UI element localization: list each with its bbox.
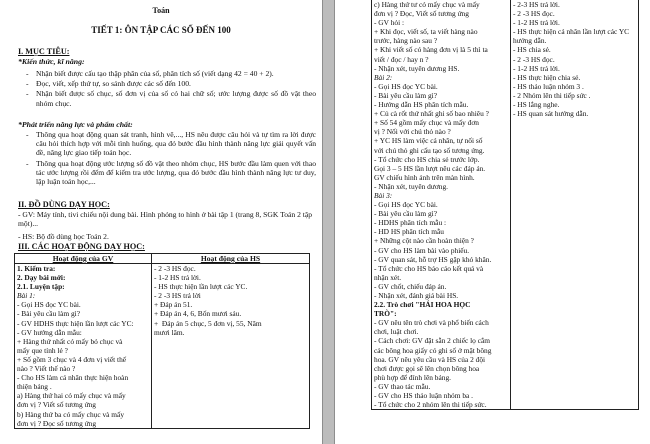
list-item: - Hướng dẫn HS phân tích mẫu.: [374, 100, 469, 110]
list-item: - 1-2 HS trả lời.: [513, 18, 560, 28]
list-item: - Thông qua hoạt động quan sát tranh, hình vẽ,..., HS nêu được câu hỏi và tự tìm ra lời được câu hỏi thích hợp với mỗi tình huống, qua đó bước đầu hình thành năng lực giải quyết vấn đề, năng lực giao tiếp toán học.: [24, 130, 316, 158]
list-item: - GV hướng dẫn mẫu:: [17, 327, 82, 337]
list-item: - GV cho HS thảo luận nhóm ba .: [374, 391, 474, 401]
list-item: 2.2. Trò chơi "HÁI HOA HỌC: [374, 300, 471, 310]
list-item: - Cách chơi: GV đặt sẵn 2 chiếc lọ cắm: [374, 336, 491, 346]
list-item: - GV thao tác mẫu.: [374, 381, 431, 391]
list-item: + Số gồm 3 chục và 4 đơn vị viết thế: [17, 354, 127, 364]
document-page-right: [334, 0, 650, 444]
column-header-hs: Hoạt động của HS: [152, 254, 310, 264]
list-item: + Hàng thứ nhất có mấy bó chục và: [17, 336, 123, 346]
list-item: nhận xét.: [374, 272, 402, 282]
list-item: - Thông qua hoạt động ước lượng số đồ vật theo nhóm chục, HS bước đầu làm quen với thao tác ước lượng rồi đếm để kiểm tra ước lượng, qua đó bước đầu hình thành năng lực tư duy, lập luận toán học,...: [24, 159, 316, 187]
list-item: - Gọi HS đọc YC bài.: [17, 300, 81, 310]
list-item: Gọi 3 – 5 HS lần lượt nêu các đáp án.: [374, 163, 486, 173]
list-item: chơi, luật chơi.: [374, 327, 419, 337]
list-item: - Cho HS làm cá nhân thực hiện hoàn: [17, 373, 129, 383]
list-item: - 2 -3 HS trả lời: [154, 291, 201, 301]
list-item: vị ? Nối với chú thỏ nào ?: [374, 127, 451, 137]
list-item: hoa. GV nêu yêu cầu và HS của 2 đội: [374, 354, 486, 364]
list-item: mấy que tính lẻ ?: [17, 345, 68, 355]
list-item: phù hợp để đính lên bảng.: [374, 372, 451, 382]
list-item: c) Hàng thứ tư có mấy chục và mấy: [374, 0, 480, 9]
list-item: + Khi đọc, viết số, ta viết hàng nào: [374, 27, 478, 37]
list-item: + Đáp án 4, 6, Bốn mươi sáu.: [154, 309, 242, 319]
list-item: - Đọc, viết, xếp thứ tự, so sánh được các số đến 100.: [24, 79, 316, 88]
list-item: với chú thỏ ghi cấu tạo số tương ứng.: [374, 145, 485, 155]
list-item: - GV chốt, chiếu đáp án.: [374, 281, 447, 291]
list-item: - HS lắng nghe.: [513, 100, 560, 110]
list-item: a) Hàng thứ hai có mấy chục và mấy: [17, 391, 126, 401]
list-item: - Bài yêu cầu làm gì?: [17, 309, 81, 319]
gv-column: [15, 264, 152, 429]
list-item: + Số 54 gồm mấy chục và mấy đơn: [374, 118, 479, 128]
list-item: TRÒ":: [374, 309, 397, 319]
subject-title: Toán: [152, 6, 170, 15]
list-item: các bông hoa giấy có ghi số ở mặt bông: [374, 345, 492, 355]
lesson-title: TIẾT 1: ÔN TẬP CÁC SỐ ĐẾN 100: [91, 25, 231, 35]
hs-column: [152, 264, 310, 429]
list-item: - GV cho HS làm bài vào phiếu.: [374, 245, 470, 255]
list-item: - Nhận biết được số chục, số đơn vị của số có hai chữ số; ước lượng được số đồ vật theo nhóm chục.: [24, 89, 316, 107]
list-item: - HS thảo luận nhóm 3 .: [513, 81, 584, 91]
list-item: - 2-3 HS trả lời.: [513, 0, 560, 9]
list-item: - Tổ chức cho HS chia sẻ trước lớp.: [374, 154, 480, 164]
list-item: - HS thực hiện chia sẻ.: [513, 72, 581, 82]
list-item: - Gọi HS đọc YC bài.: [374, 200, 438, 210]
list-item: - Gọi HS đọc YC bài.: [374, 81, 438, 91]
list-item: - GV hỏi :: [374, 18, 405, 28]
ability-heading: *Phát triển năng lực và phẩm chất:: [18, 120, 133, 129]
list-item: - GV HDHS thực hiện lần lượt các YC:: [17, 318, 134, 328]
list-item: - Tổ chức cho HS báo cáo kết quả và: [374, 263, 484, 273]
list-item: Bài 2:: [374, 72, 393, 82]
list-item: - Bài yêu cầu làm gì?: [374, 90, 438, 100]
list-item: 2.1. Luyện tập:: [17, 282, 65, 292]
list-item: b) Hàng thứ ba có mấy chục và mấy: [17, 409, 125, 419]
column-header-gv: Hoạt động của GV: [15, 254, 152, 264]
list-item: - HD HS phân tích mẫu: [374, 227, 444, 237]
list-item: thiện bảng .: [17, 382, 52, 392]
document-page-left: [0, 0, 323, 444]
list-item: 1. Kiểm tra:: [17, 264, 56, 273]
list-item: nào ? Viết thế nào ?: [17, 364, 76, 374]
list-item: + Đáp án 5 chục, 5 đơn vị, 55, Năm: [154, 318, 262, 328]
lesson-table-left: [14, 253, 310, 429]
list-item: đơn vị ? Viết số tương ứng: [17, 400, 96, 410]
list-item: - Nhận xét, đánh giá bài HS.: [374, 291, 459, 300]
list-item: hướng dẫn.: [513, 36, 547, 46]
list-item: Bài 1:: [17, 291, 36, 301]
materials-hs: - HS: Bộ đồ dùng học Toán 2.: [18, 232, 109, 241]
list-item: GV chiếu hình ảnh trên màn hình.: [374, 172, 475, 182]
materials-gv: - GV: Máy tính, tivi chiếu nội dung bài. Hình phóng to hình ở bài tập 1 (trang 8, SGK Toán 2 tập một)...: [18, 210, 313, 229]
knowledge-heading: *Kiến thức, kĩ năng:: [18, 57, 85, 66]
knowledge-list: [24, 69, 316, 109]
list-item: + Đáp án 51.: [154, 300, 193, 310]
list-item: - HS chia sẻ.: [513, 45, 551, 55]
list-item: - Nhận xét, tuyên dương.: [374, 181, 449, 191]
hs-column: [511, 0, 639, 410]
list-item: mươi lăm.: [154, 327, 185, 337]
objectives-heading: I. MỤC TIÊU:: [18, 47, 70, 56]
list-item: - 1-2 HS trả lời.: [513, 63, 560, 73]
list-item: - 1-2 HS trả lời.: [154, 273, 201, 283]
list-item: + Những cột nào cần hoàn thiện ?: [374, 236, 474, 246]
page-gutter: [322, 0, 334, 444]
list-item: đơn vị ? Đọc số tương ứng: [17, 418, 97, 428]
gv-column: [372, 0, 511, 410]
list-item: - HS thực hiện lần lượt các YC.: [154, 282, 248, 292]
list-item: Bài 3:: [374, 190, 393, 200]
list-item: - Tổ chức cho 2 nhóm lên thi tiếp sức.: [374, 400, 487, 410]
list-item: - HS thực hiện cá nhân lần lượt các YC: [513, 27, 630, 37]
list-item: viết / đọc / hay n ?: [374, 54, 429, 64]
list-item: - 2 Nhóm lên thi tiếp sức .: [513, 90, 591, 100]
list-item: - 2 -3 HS đọc.: [513, 9, 555, 19]
list-item: chơi được gọi sẽ lên chọn bông hoa: [374, 363, 480, 373]
list-item: - 2 -3 HS đọc.: [154, 264, 196, 273]
ability-list: [24, 130, 316, 187]
list-item: trước, hàng nào sau ?: [374, 36, 438, 46]
list-item: - Nhận xét, tuyên dương HS.: [374, 63, 460, 73]
list-item: + Củ cà rốt thứ nhất ghi số bao nhiêu ?: [374, 109, 489, 119]
lesson-table-right: [371, 0, 639, 410]
list-item: - GV quan sát, hỗ trợ HS gặp khó khăn.: [374, 254, 492, 264]
materials-heading: II. ĐỒ DÙNG DẠY HỌC:: [18, 200, 110, 209]
activities-heading: III. CÁC HOẠT ĐỘNG DẠY HỌC:: [18, 242, 145, 251]
list-item: đơn vị ? Đọc, Viết số tương ứng: [374, 9, 469, 19]
list-item: - 2 -3 HS đọc.: [513, 54, 555, 64]
list-item: - Bài yêu cầu làm gì?: [374, 209, 438, 219]
list-item: - HS quan sát hướng dẫn.: [513, 109, 589, 119]
list-item: - Nhận biết được cấu tạo thập phân của số, phân tích số (viết dạng 42 = 40 + 2).: [24, 69, 316, 78]
list-item: - GV nêu tên trò chơi và phổ biến cách: [374, 318, 489, 328]
list-item: - HDHS phân tích mẫu :: [374, 218, 447, 228]
list-item: 2. Dạy bài mới:: [17, 273, 66, 283]
list-item: + YC HS làm việc cá nhân, tự nối số: [374, 136, 483, 146]
list-item: + Khi viết số có hàng đơn vị là 5 thì ta: [374, 45, 488, 55]
